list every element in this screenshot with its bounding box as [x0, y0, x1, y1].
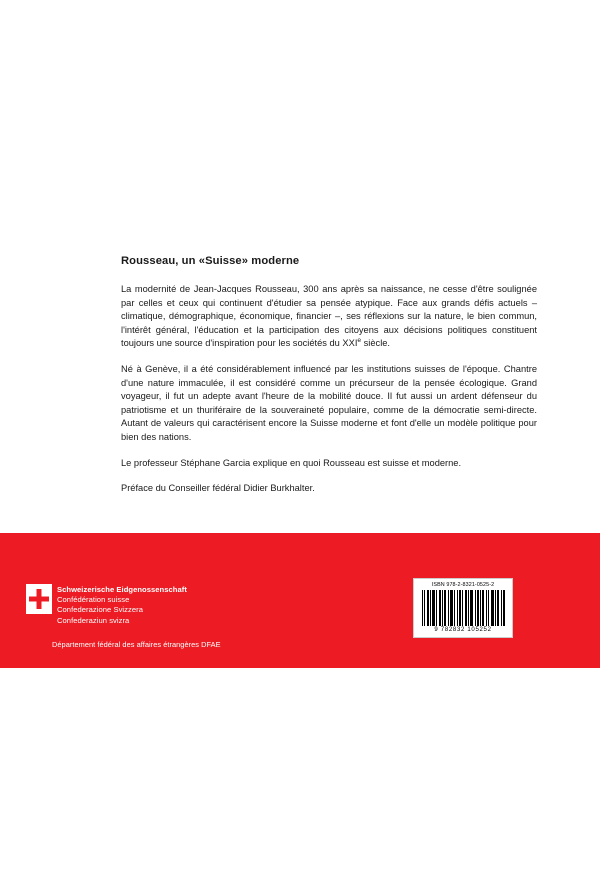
isbn-digits: [418, 627, 508, 633]
paragraph-1-tail: siècle.: [361, 338, 391, 349]
swiss-confederation-logo: [26, 584, 187, 626]
logo-line-it: Confederazione Svizzera: [57, 605, 143, 615]
isbn-label: ISBN 978-2-8321-0525-2: [431, 582, 495, 588]
isbn-digit-prefix: 9: [434, 627, 439, 633]
logo-line-de: Schweizerische Eidgenossenschaft: [57, 585, 187, 594]
paragraph-4: Préface du Conseiller fédéral Didier Burkhalter.: [121, 483, 315, 494]
paragraph-1: [121, 283, 537, 351]
paragraph-2: Né à Genève, il a été considérablement influencé par les institutions suisses de l'époque. Chantre d'une nature immaculée, il est considéré comme un précurseur de la pensée écologique. Grand voyageur, il fut un adepte avant l'heure de la mobilité douce. Il fut aussi un ardent défenseur du patriotisme et un thuriféraire de la souveraineté populaire, comme de la démocratie semi-directe. Autant de valeurs qui caractérisent encore la Suisse moderne et font d'elle un modèle politique pour bien des nations.: [121, 363, 537, 442]
logo-line-rm: Confederaziun svizra: [57, 615, 130, 625]
text-content: [121, 255, 537, 508]
paragraph-1-text: La modernité de Jean-Jacques Rousseau, 300 ans après sa naissance, ne cesse d'être soulignée par celles et ceux qui continuent d'étudier sa pensée atypique. Face aux grands défis actuels – climatique, démographique, économique, financier –, ses réflexions sur la nature, le bien commun, l'intérêt général, l'éducation et la participation des citoyens aux décisions politiques constituent toujours une source d'inspiration pour les sociétés du XXI: [121, 284, 537, 349]
page-title: Rousseau, un «Suisse» moderne: [121, 255, 300, 267]
logo-text-lines: [57, 584, 187, 626]
department-label: Département fédéral des affaires étrangères DFAE: [52, 640, 221, 649]
isbn-digit-group: 782832 105252: [440, 627, 492, 633]
swiss-cross-icon: [26, 584, 52, 614]
paragraph-3: Le professeur Stéphane Garcia explique en quoi Rousseau est suisse et moderne.: [121, 457, 462, 468]
red-footer-band: [0, 533, 600, 668]
isbn-barcode: [413, 578, 513, 638]
barcode-bars: [418, 590, 508, 626]
logo-line-fr: Confédération suisse: [57, 595, 130, 605]
paragraph-1-superscript: e: [357, 337, 362, 345]
